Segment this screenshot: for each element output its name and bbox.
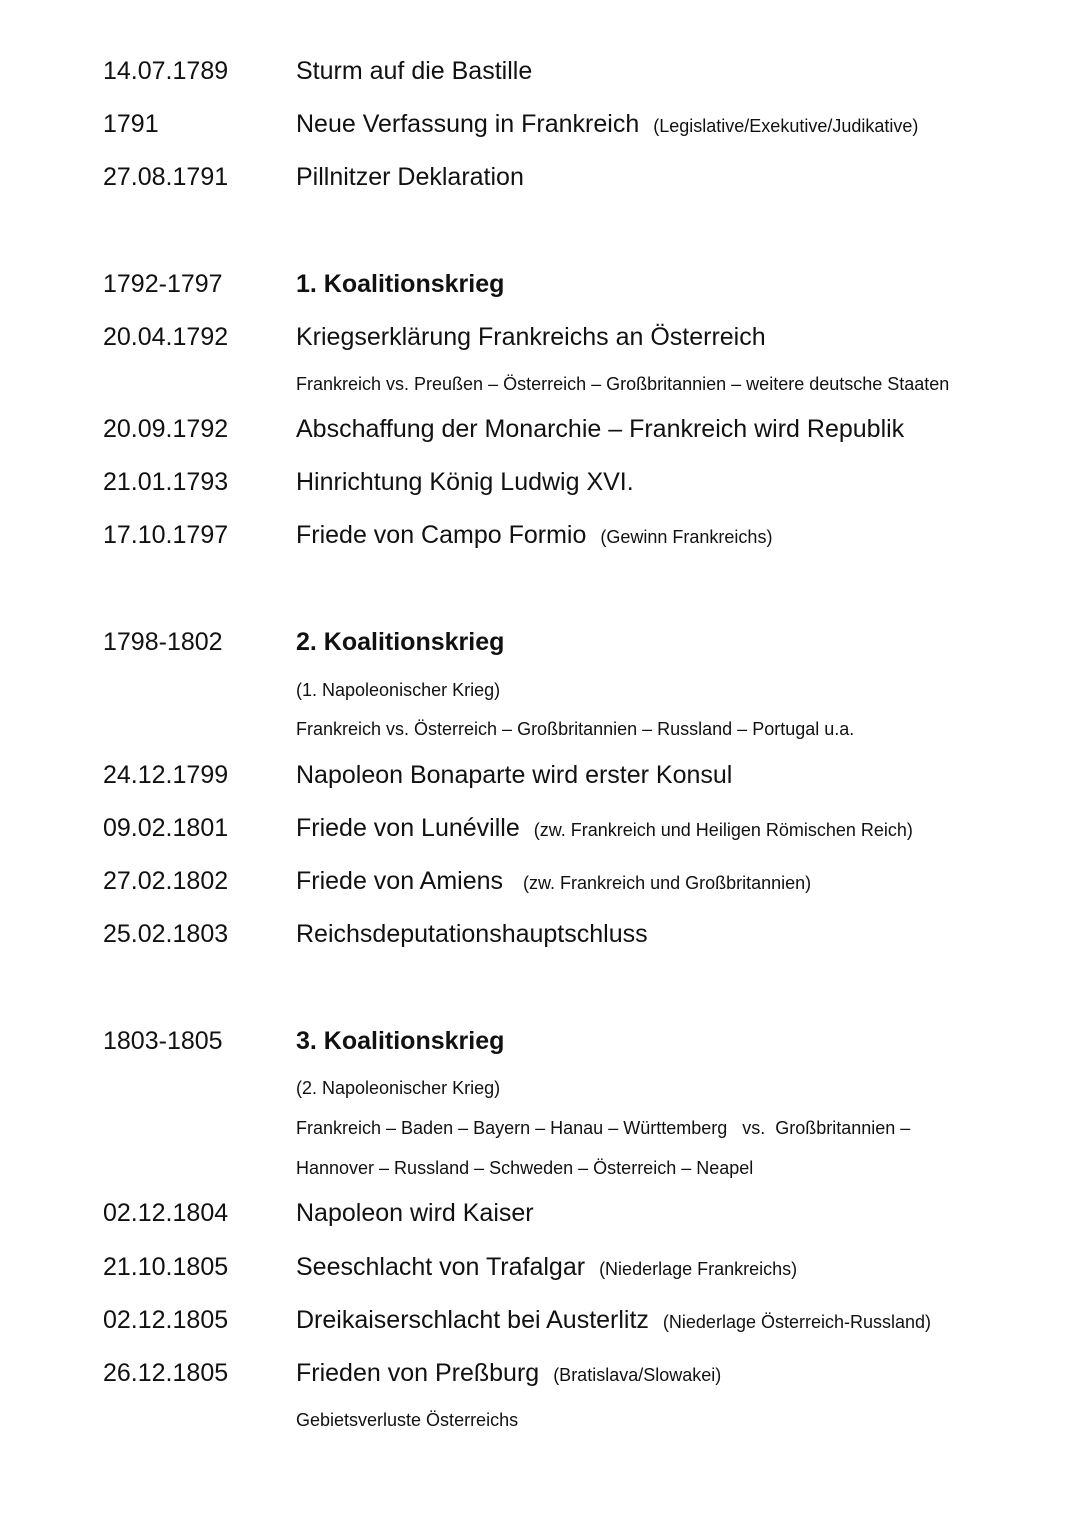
- sub-text: Frankreich vs. Österreich – Großbritannien – Russland – Portugal u.a.: [296, 719, 855, 739]
- sub-text: Frankreich vs. Preußen – Österreich – Großbritannien – weitere deutsche Staaten: [296, 374, 950, 394]
- entry-date: 17.10.1797: [103, 521, 229, 549]
- entry-title: Hinrichtung König Ludwig XVI.: [296, 468, 634, 496]
- period-range: 1792-1797: [103, 270, 223, 298]
- entry-date: 24.12.1799: [103, 761, 229, 789]
- war-heading: 2. Koalitionskrieg: [296, 628, 505, 656]
- entry-title: Pillnitzer Deklaration: [296, 163, 524, 191]
- entry-date: 14.07.1789: [103, 57, 229, 85]
- entry-title: Sturm auf die Bastille: [296, 57, 533, 85]
- entry-date: 25.02.1803: [103, 920, 229, 948]
- entry-title: Napoleon wird Kaiser: [296, 1199, 534, 1227]
- entry-date: 20.04.1792: [103, 323, 229, 351]
- period-range: 1798-1802: [103, 628, 223, 656]
- sub-text: (2. Napoleonischer Krieg): [296, 1078, 501, 1098]
- entry-date: 20.09.1792: [103, 415, 229, 443]
- entry-title: Abschaffung der Monarchie – Frankreich wird Republik: [296, 415, 905, 443]
- sub-text: Gebietsverluste Österreichs: [296, 1410, 519, 1430]
- entry-note: (Gewinn Frankreichs): [600, 527, 773, 547]
- entry-date: 26.12.1805: [103, 1359, 229, 1387]
- entry-date: 02.12.1804: [103, 1199, 229, 1227]
- entry-title: Friede von Campo Formio (Gewinn Frankreichs): [296, 521, 773, 549]
- entry-date: 21.01.1793: [103, 468, 229, 496]
- entry-note: (zw. Frankreich und Großbritannien): [523, 873, 812, 893]
- sub-text: Hannover – Russland – Schweden – Österreich – Neapel: [296, 1158, 754, 1178]
- war-heading: 1. Koalitionskrieg: [296, 270, 505, 298]
- entry-title: Seeschlacht von Trafalgar (Niederlage Frankreichs): [296, 1253, 798, 1281]
- entry-title: Napoleon Bonaparte wird erster Konsul: [296, 761, 733, 789]
- entry-date: 27.02.1802: [103, 867, 229, 895]
- entry-title: Friede von Amiens (zw. Frankreich und Großbritannien): [296, 867, 812, 895]
- sub-text: (1. Napoleonischer Krieg): [296, 680, 501, 700]
- sub-text: Frankreich – Baden – Bayern – Hanau – Württemberg vs. Großbritannien –: [296, 1118, 911, 1138]
- entry-title: Frieden von Preßburg (Bratislava/Slowakei): [296, 1359, 722, 1387]
- entry-title: Friede von Lunéville (zw. Frankreich und Heiligen Römischen Reich): [296, 814, 913, 842]
- entry-date: 09.02.1801: [103, 814, 229, 842]
- period-range: 1803-1805: [103, 1027, 223, 1055]
- entry-title: Reichsdeputationshauptschluss: [296, 920, 648, 948]
- entry-note: (Niederlage Österreich-Russland): [662, 1312, 932, 1332]
- war-heading: 3. Koalitionskrieg: [296, 1027, 505, 1055]
- entry-date: 1791: [103, 110, 159, 138]
- entry-note: (Legislative/Exekutive/Judikative): [653, 116, 919, 136]
- entry-note: (zw. Frankreich und Heiligen Römischen Reich): [533, 820, 913, 840]
- entry-title: Neue Verfassung in Frankreich (Legislative/Exekutive/Judikative): [296, 110, 919, 138]
- entry-title: Dreikaiserschlacht bei Austerlitz (Niederlage Österreich-Russland): [296, 1306, 932, 1334]
- entry-note: (Niederlage Frankreichs): [599, 1259, 798, 1279]
- entry-date: 21.10.1805: [103, 1253, 229, 1281]
- entry-date: 02.12.1805: [103, 1306, 229, 1334]
- entry-date: 27.08.1791: [103, 163, 229, 191]
- entry-title: Kriegserklärung Frankreichs an Österreich: [296, 323, 766, 351]
- entry-note: (Bratislava/Slowakei): [553, 1365, 722, 1385]
